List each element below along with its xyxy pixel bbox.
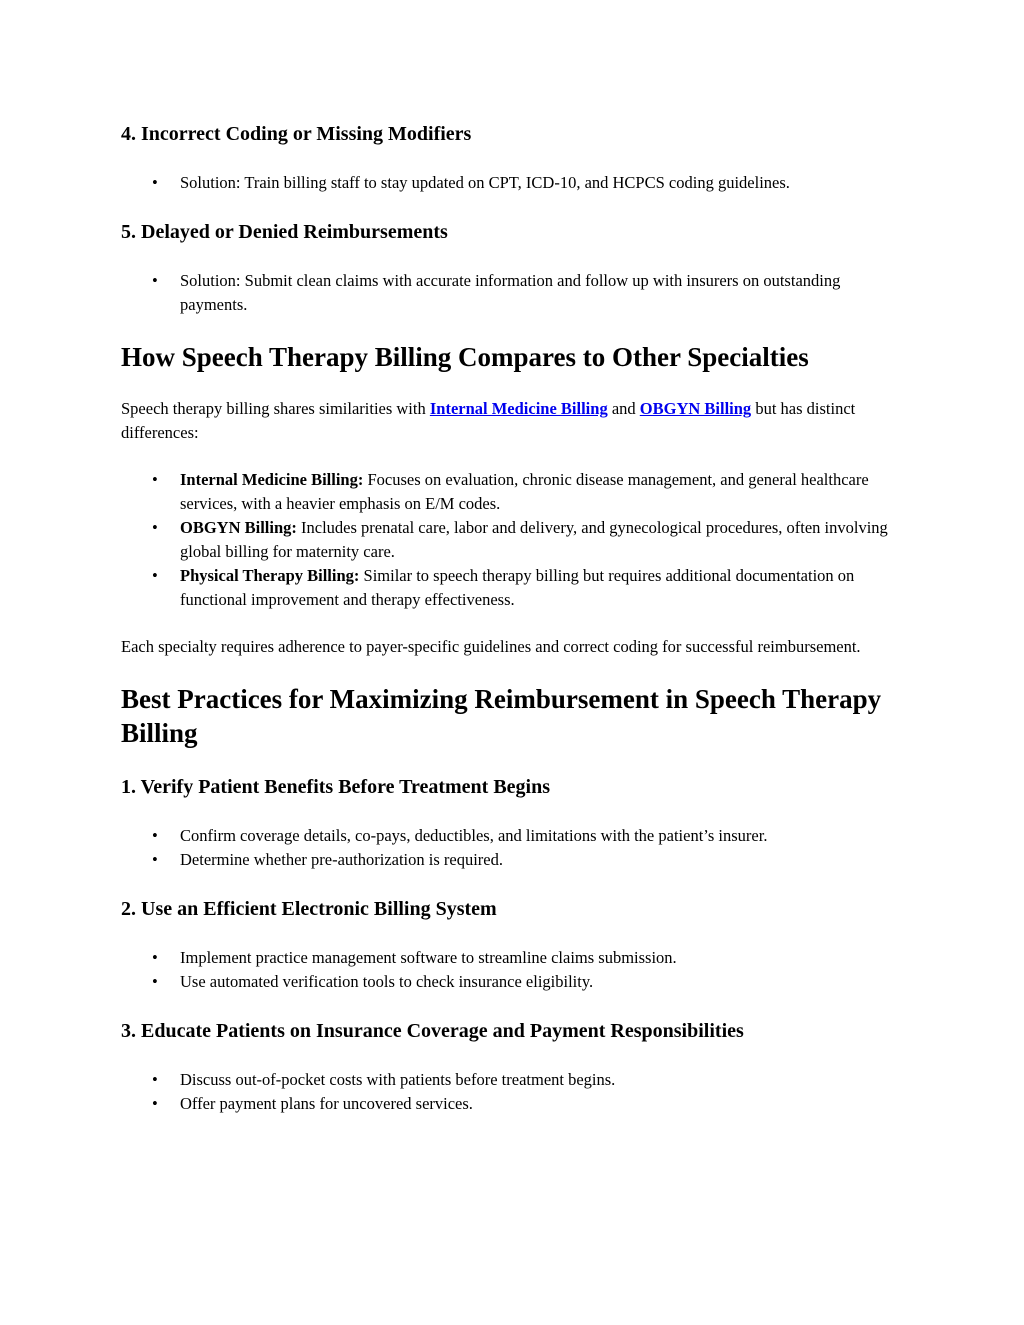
heading-educate-patients: 3. Educate Patients on Insurance Coverage and Payment Responsibilities (121, 1020, 744, 1042)
heading-best-practices: Best Practices for Maximizing Reimbursement in Speech Therapy Billing (121, 684, 882, 748)
list-item: • Solution: Submit clean claims with accurate information and follow up with insurers on outstanding payments. (152, 269, 911, 317)
bullet-text: Includes prenatal care, labor and delivery, and gynecological procedures, often involving global billing for maternity care. (180, 518, 888, 561)
list-item: • Discuss out-of-pocket costs with patients before treatment begins. (152, 1068, 911, 1092)
intro-text-before: Speech therapy billing shares similarities with (121, 399, 430, 418)
compare-intro-paragraph (121, 397, 911, 445)
compare-list (121, 468, 911, 612)
intro-text-middle: and (607, 399, 640, 418)
delayed-reimbursements-list (121, 269, 911, 317)
list-item: • Use automated verification tools to check insurance eligibility. (152, 970, 911, 994)
incorrect-coding-list (121, 171, 911, 195)
list-item: • Solution: Train billing staff to stay updated on CPT, ICD-10, and HCPCS coding guidelines. (152, 171, 911, 195)
heading-compare-specialties: How Speech Therapy Billing Compares to Other Specialties (121, 342, 809, 372)
link-obgyn-billing[interactable]: OBGYN Billing (639, 399, 752, 418)
intro-text-after: but has distinct differences: (121, 399, 856, 442)
bullet-text: Focuses on evaluation, chronic disease management, and general healthcare services, with a heavier emphasis on E/M codes. (180, 470, 869, 513)
list-item: • Determine whether pre-authorization is required. (152, 848, 911, 872)
list-item: • Confirm coverage details, co-pays, deductibles, and limitations with the patient’s insurer. (152, 824, 911, 848)
educate-patients-list (121, 1068, 911, 1116)
list-item: • Implement practice management software to streamline claims submission. (152, 946, 911, 970)
heading-verify-benefits: 1. Verify Patient Benefits Before Treatment Begins (121, 776, 551, 798)
list-item (152, 564, 911, 612)
heading-electronic-billing: 2. Use an Efficient Electronic Billing System (121, 898, 497, 920)
bullet-lead: OBGYN Billing: (180, 518, 297, 537)
bullet-lead: Internal Medicine Billing: (180, 470, 364, 489)
verify-benefits-list (121, 824, 911, 872)
bullet-lead: Physical Therapy Billing: (180, 566, 360, 585)
compare-outro-paragraph: Each specialty requires adherence to payer-specific guidelines and correct coding for successful reimbursement. (121, 637, 861, 656)
list-item (152, 516, 911, 564)
electronic-billing-list (121, 946, 911, 994)
heading-delayed-reimbursements: 5. Delayed or Denied Reimbursements (121, 221, 448, 243)
link-internal-medicine-billing[interactable]: Internal Medicine Billing (429, 399, 608, 418)
list-item (152, 468, 911, 516)
bullet-text: Similar to speech therapy billing but requires additional documentation on functional improvement and therapy effectiveness. (180, 566, 855, 609)
heading-incorrect-coding: 4. Incorrect Coding or Missing Modifiers (121, 123, 472, 145)
list-item: • Offer payment plans for uncovered services. (152, 1092, 911, 1116)
